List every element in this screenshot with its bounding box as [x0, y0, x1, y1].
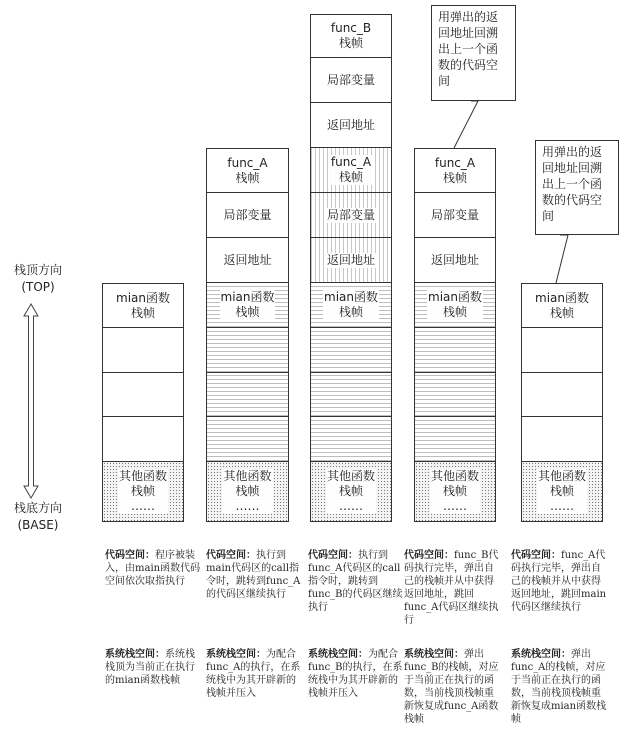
system-stack-text: 弹出func_A的栈帧，对应于当前正在执行的函数，当前栈顶栈帧重新恢复成mian函数栈帧 — [511, 649, 607, 725]
callout-pointer-5 — [556, 235, 568, 283]
code-space-desc-5 — [511, 549, 607, 614]
return-addr-cell: 返回地址 — [206, 238, 289, 283]
code-space-desc-4 — [404, 549, 500, 627]
main-frame-label: mian函数 栈帧 — [220, 290, 275, 319]
code-space-title: 代码空间： — [404, 550, 454, 561]
main-frame-label: mian函数 栈帧 — [428, 290, 482, 319]
callout-pointer-4 — [454, 101, 478, 148]
axis-base-label: 栈底方向 (BASE) — [13, 501, 62, 532]
code-space-title: 代码空间： — [308, 550, 358, 561]
return-addr-cell: 返回地址 — [414, 238, 496, 283]
main-frame-cell: mian函数 栈帧 — [521, 283, 603, 328]
code-space-desc-1 — [105, 549, 201, 588]
code-space-text: 程序被装入，由main函数代码空间依次取指执行 — [105, 550, 201, 587]
local-vars-cell: 局部变量 — [206, 193, 289, 238]
code-space-title: 代码空间： — [511, 550, 561, 561]
func-a-frame-cell: func_A 栈帧 — [206, 148, 289, 193]
code-space-desc-3 — [308, 549, 404, 614]
system-stack-desc-2 — [206, 648, 302, 700]
code-space-text: func_B代码执行完毕，弹出自己的栈帧并从中获得返回地址，跳回func_A代码区继续执行 — [404, 550, 499, 626]
return-addr-cell: 返回地址 — [310, 103, 392, 148]
system-stack-desc-5 — [511, 648, 607, 726]
system-stack-text: 为配合func_B的执行，在系统栈中为其开辟新的栈帧并压入 — [308, 649, 403, 699]
system-stack-text: 系统栈栈顶为当前正在执行的mian函数栈帧 — [105, 649, 195, 686]
system-stack-title: 系统栈空间： — [511, 649, 571, 660]
code-space-text: func_A代码执行完毕，弹出自己的栈帧并从中获得返回地址，跳回main代码区继续执行 — [511, 550, 607, 613]
other-frames-label: 其他函数 栈帧 …… — [326, 469, 375, 513]
system-stack-title: 系统栈空间： — [404, 649, 464, 660]
system-stack-text: 为配合func_A的执行，在系统栈中为其开辟新的栈帧并压入 — [206, 649, 301, 699]
system-stack-desc-1 — [105, 648, 201, 687]
system-stack-desc-4 — [404, 648, 500, 726]
code-space-text: 执行到func_A代码区的call指令时，跳转到func_B的代码区继续执行 — [308, 550, 403, 613]
system-stack-text: 弹出func_B的栈帧，对应于当前正在执行的函数，当前栈顶栈帧重新恢复成func_A函数栈帧 — [404, 649, 499, 725]
system-stack-title: 系统栈空间： — [105, 649, 165, 660]
main-frame-label: mian函数 栈帧 — [324, 290, 378, 319]
other-frames-label: 其他函数 栈帧 …… — [537, 469, 586, 513]
code-space-title: 代码空间： — [105, 550, 155, 561]
code-space-desc-2 — [206, 549, 302, 601]
axis-top-label: 栈顶方向 (TOP) — [13, 263, 62, 294]
local-vars-cell: 局部变量 — [310, 58, 392, 103]
func-a-frame-cell: func_A 栈帧 — [414, 148, 496, 193]
code-space-text: 执行到main代码区的call指令时，跳转到func_A的代码区继续执行 — [206, 550, 301, 600]
callout-return-address-4: 用弹出的返 回地址回溯 出上一个函 数的代码空 间 — [431, 5, 516, 101]
return-addr-label: 返回地址 — [326, 252, 375, 267]
other-frames-label: 其他函数 栈帧 …… — [430, 469, 479, 513]
callout-return-address-5: 用弹出的返 回地址回溯 出上一个函 数的代码空 间 — [535, 140, 619, 235]
other-frames-label: 其他函数 栈帧 …… — [223, 469, 272, 513]
code-space-title: 代码空间： — [206, 550, 256, 561]
func-b-frame-cell: func_B 栈帧 — [310, 14, 392, 58]
system-stack-title: 系统栈空间： — [308, 649, 368, 660]
func-a-frame-label: func_A 栈帧 — [330, 155, 372, 184]
local-vars-cell: 局部变量 — [414, 193, 496, 238]
local-vars-label: 局部变量 — [326, 207, 375, 222]
other-frames-label: 其他函数 栈帧 …… — [118, 469, 167, 513]
system-stack-title: 系统栈空间： — [206, 649, 266, 660]
main-frame-cell: mian函数 栈帧 — [102, 283, 184, 328]
system-stack-desc-3 — [308, 648, 404, 700]
